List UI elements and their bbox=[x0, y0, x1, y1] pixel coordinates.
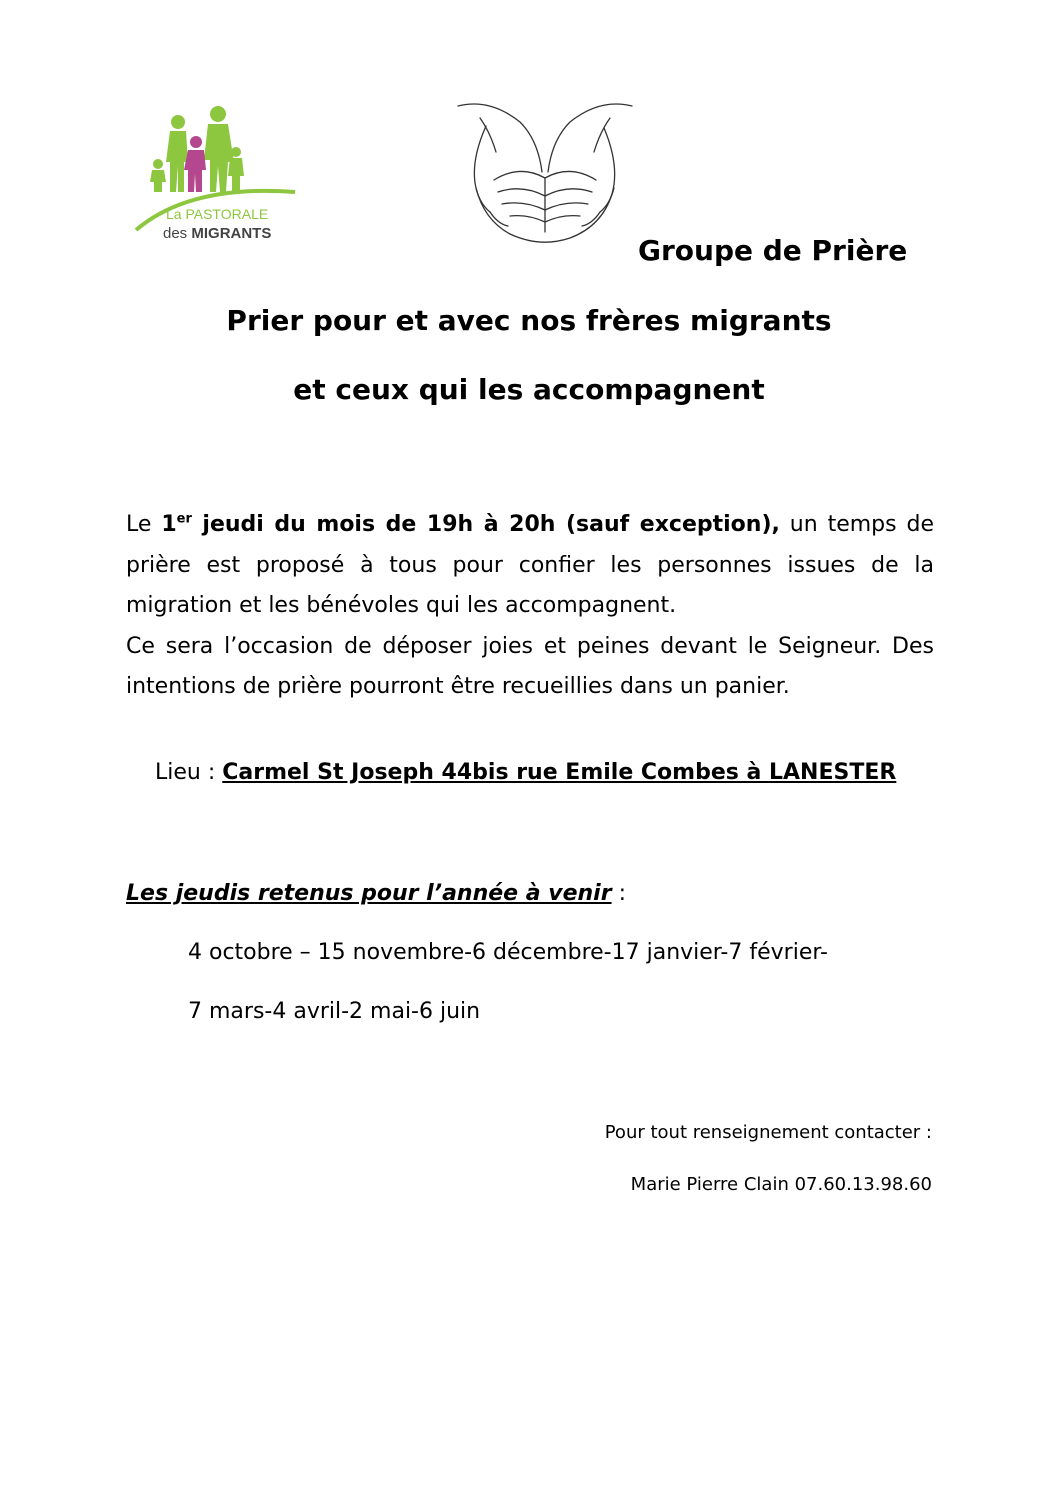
subtitle-line-1: Prier pour et avec nos frères migrants bbox=[226, 304, 832, 337]
location-value: Carmel St Joseph 44bis rue Emile Combes à LANESTER bbox=[222, 760, 897, 785]
logo-text-line-2: des MIGRANTS bbox=[163, 225, 272, 242]
dates-line-1: 4 octobre – 15 novembre-6 décembre-17 janvier-7 février- bbox=[188, 940, 828, 965]
intro-paragraph-2: Ce sera l’occasion de déposer joies et peines devant le Seigneur. Des intentions de prière pourront être recueillies dans un panier. bbox=[126, 633, 934, 699]
location-line bbox=[155, 760, 896, 785]
location-label: Lieu : bbox=[155, 760, 223, 785]
page-title: Groupe de Prière bbox=[638, 234, 908, 267]
logo-text-line-1: La PASTORALE bbox=[166, 206, 269, 222]
intro-paragraph: Le 1er jeudi du mois de 19h à 20h (sauf exception), un temps de prière est proposé à tous pour confier les personnes issues de la migration et les bénévoles qui les accompagnent. Ce sera l’occasion de déposer joies et peines devant le Seigneur. Des intentions de prière pourront être recueillies dans un panier. bbox=[126, 511, 934, 699]
contact-label: Pour tout renseignement contacter : bbox=[604, 1122, 932, 1143]
dates-line-2: 7 mars-4 avril-2 mai-6 juin bbox=[188, 999, 481, 1024]
open-hands-icon bbox=[450, 92, 640, 252]
dates-heading: Les jeudis retenus pour l’année à venir : bbox=[126, 881, 626, 906]
subtitle-line-2: et ceux qui les accompagnent bbox=[293, 373, 765, 406]
contact-person: Marie Pierre Clain 07.60.13.98.60 bbox=[630, 1174, 932, 1195]
